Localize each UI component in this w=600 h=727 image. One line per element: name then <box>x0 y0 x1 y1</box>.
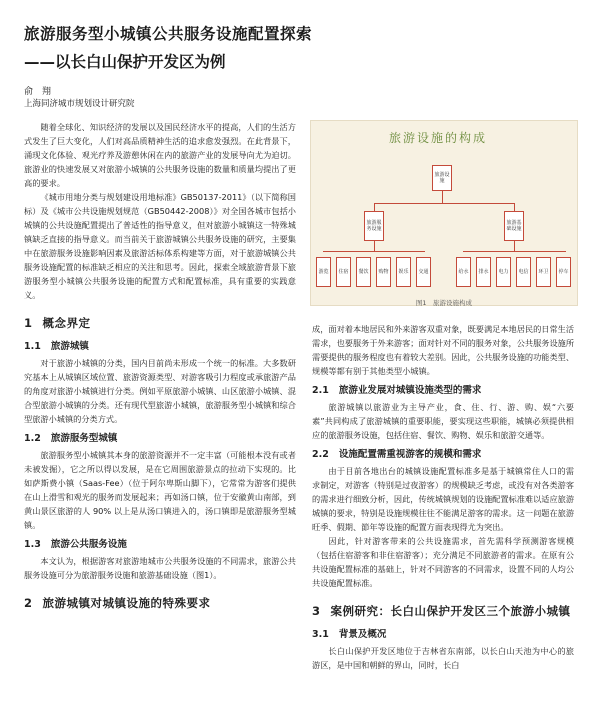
section-2-1-number: 2.1 <box>312 385 329 396</box>
figure-leaf-node: 住宿 <box>336 257 351 287</box>
figure-connector <box>514 241 515 251</box>
author-affiliation: 上海同济城市规划设计研究院 <box>24 99 135 109</box>
section-2-title: 旅游城镇对城镇设施的特殊要求 <box>42 596 211 610</box>
figure-leaf-node: 停车 <box>556 257 571 287</box>
section-1-1-heading <box>24 340 296 354</box>
section-3-1-heading <box>312 628 574 642</box>
section-1-1-number: 1.1 <box>24 341 41 352</box>
intro-paragraph-2: 《城市用地分类与规划建设用地标准》GB50137-2011》（以下简称国标）及《城市公共设施规划规范（GB50442-2008）》对全国各城市包括小城镇的公共设施配置提出了普适性的指导意义，但对旅游小城镇这一特殊城镇缺乏直接的指导意义。而当前关于旅游城镇公共服务设施的研究，主要集中在旅游服务设施影响因素及旅游活标体系构建等方面，对于旅游城镇公共服务设施配置的标准缺乏相应的关注和思考。因此，探索全域旅游背景下旅游服务型小城镇公共服务设施的配置方式和配置标准，具有重要的实践意义。 <box>24 192 296 300</box>
section-1-title: 概念界定 <box>42 316 91 330</box>
section-1-2-number: 1.2 <box>24 433 41 444</box>
left-column <box>24 120 296 620</box>
right-column <box>312 322 574 672</box>
figure-leaf-node: 游览 <box>316 257 331 287</box>
section-3-heading <box>312 604 574 618</box>
section-1-number: 1 <box>24 316 33 330</box>
section-1-3-text: 本文认为，根据游客对旅游地城市公共服务设施的不同需求，旅游公共服务设施可分为旅游服务设施和旅游基础设施（图1）。 <box>24 556 296 580</box>
figure-leaf-node: 环卫 <box>536 257 551 287</box>
figure-1 <box>310 120 578 306</box>
section-2-2-heading <box>312 448 574 462</box>
figure-leaf-node: 交通 <box>416 257 431 287</box>
section-2-1-text: 旅游城镇以旅游业为主导产业，食、住、行、游、购、娱“六要素”共同构成了旅游城镇的重要职能，要实现这些职能，城镇必须提供相应的旅游服务设施，包括住宿、餐饮、购物、娱乐和旅游交通等。 <box>312 402 574 440</box>
section-3-1-number: 3.1 <box>312 629 329 640</box>
figure-connector <box>374 203 514 204</box>
section-2-1-title: 旅游业发展对城镇设施类型的需求 <box>338 385 482 396</box>
figure-connector <box>514 203 515 211</box>
continuation-paragraph: 成，面对着本地居民和外来游客双重对象，既要满足本地居民的日常生活需求，也要服务于外来游客；面对针对不同的服务对象，公共服务设施所需要提供的服务程度也有着较大差别。因此，公共服务设施的功能类型、规模等都有别于其他类型小城镇。 <box>312 324 575 376</box>
figure-caption: 图1 旅游设施构成 <box>415 299 473 307</box>
section-3-1-title: 背景及概况 <box>338 629 387 640</box>
section-1-2-text: 旅游服务型小城镇其本身的旅游资源并不一定丰富（可能根本没有或者未被发掘），它之所以得以发展，是在它周围旅游景点的拉动下实现的。比如萨斯费小镇（Saas-Fee）（位于阿尔卑斯山脚下），它常常为游客们提供在山上滑雪和观光的服务而发展起来；再如汤口镇，位于安徽黄山南部，到黄山景区旅游的人 90% 以上是从汤口镇进入的，汤口镇即是旅游服务型城镇。 <box>24 450 296 530</box>
figure-connector <box>463 251 566 252</box>
figure-leaf-node: 娱乐 <box>396 257 411 287</box>
section-2-heading <box>24 596 296 610</box>
figure-connector <box>374 203 375 211</box>
figure-node-service: 旅游服务设施 <box>364 211 384 241</box>
figure-node-infrastructure: 旅游基础设施 <box>504 211 524 241</box>
section-1-2-title: 旅游服务型城镇 <box>50 433 118 444</box>
section-1-1-text: 对于旅游小城镇的分类，国内目前尚未形成一个统一的标准。大多数研究基本上从城镇区域位置、旅游资源类型、对游客吸引力程度或承旅游产品的角度对旅游小城镇进行分类。例如平原旅游小城镇、山区旅游小城镇、混合型旅游小城镇的分类。还有现代型旅游小城镇，旅游服务型小城镇和综合型旅游小城镇的分类方式。 <box>24 358 296 424</box>
section-2-2-text-2: 因此，针对游客带来的公共设施需求，首先需科学预测游客规模（包括住宿游客和非住宿游客）；充分满足不同旅游者的需求。在原有公共设施配置标准的基础上，针对不同游客的不同需求，设置不同的人均公共设施配置标准。 <box>312 536 575 588</box>
figure-leaf-node: 给水 <box>456 257 471 287</box>
section-1-1-title: 旅游城镇 <box>50 341 89 352</box>
figure-title: 旅游设施的构成 <box>389 131 488 145</box>
section-2-2-text-1: 由于目前各地出台的城镇设施配置标准多是基于城镇常住人口的需求制定，对游客（特别是过夜游客）的规模缺乏考虑，或没有对各类游客的需求进行细致分析，因此，传统城镇规划的设施配置标准难以适应旅游城镇的要求，特别是设施规模往往不能满足游客的需求。这一问题在旅游旺季、假期、節年等设施的配置方面表现得尤为突出。 <box>312 466 575 532</box>
section-2-2-title: 设施配置需重视游客的规模和需求 <box>338 449 482 460</box>
section-3-number: 3 <box>312 604 321 618</box>
figure-root-node: 旅游设施 <box>432 165 452 191</box>
section-1-3-heading <box>24 538 296 552</box>
figure-connector <box>442 191 443 203</box>
section-2-1-heading <box>312 384 574 398</box>
figure-leaf-node: 购物 <box>376 257 391 287</box>
section-2-2-number: 2.2 <box>312 449 329 460</box>
figure-connector <box>374 241 375 251</box>
section-1-3-number: 1.3 <box>24 539 41 550</box>
figure-leaf-node: 电力 <box>496 257 511 287</box>
section-3-title: 案例研究：长白山保护开发区三个旅游小城镇 <box>330 604 571 618</box>
figure-leaf-node: 排水 <box>476 257 491 287</box>
paper-subtitle: ——以长白山保护开发区为例 <box>24 53 226 71</box>
figure-leaf-node: 电信 <box>516 257 531 287</box>
section-1-3-title: 旅游公共服务设施 <box>50 539 127 550</box>
intro-paragraph-1: 随着全球化、知识经济的发展以及国民经济水平的提高，人们的生活方式发生了巨大变化，人们对高品质精神生活的追求愈发强烈。在此背景下，涌现文化体验、观光疗养及游憩休闲在内的旅游产业的发展导向尤为迫切。旅游业的快速发展又对旅游小城镇的公共服务设施的数量和质量均提出了更高的要求。 <box>24 122 296 188</box>
paper-title: 旅游服务型小城镇公共服务设施配置探索 <box>24 25 313 43</box>
figure-connector <box>323 251 425 252</box>
section-1-2-heading <box>24 432 296 446</box>
figure-leaf-node: 餐饮 <box>356 257 371 287</box>
section-3-1-text: 长白山保护开发区地位于吉林省东南部，以长白山天池为中心的旅游区，是中国和朝鲜的界山，同时，长白 <box>312 646 574 670</box>
section-2-number: 2 <box>24 596 33 610</box>
author-name: 俞 翔 <box>24 87 52 97</box>
section-1-heading <box>24 316 296 330</box>
